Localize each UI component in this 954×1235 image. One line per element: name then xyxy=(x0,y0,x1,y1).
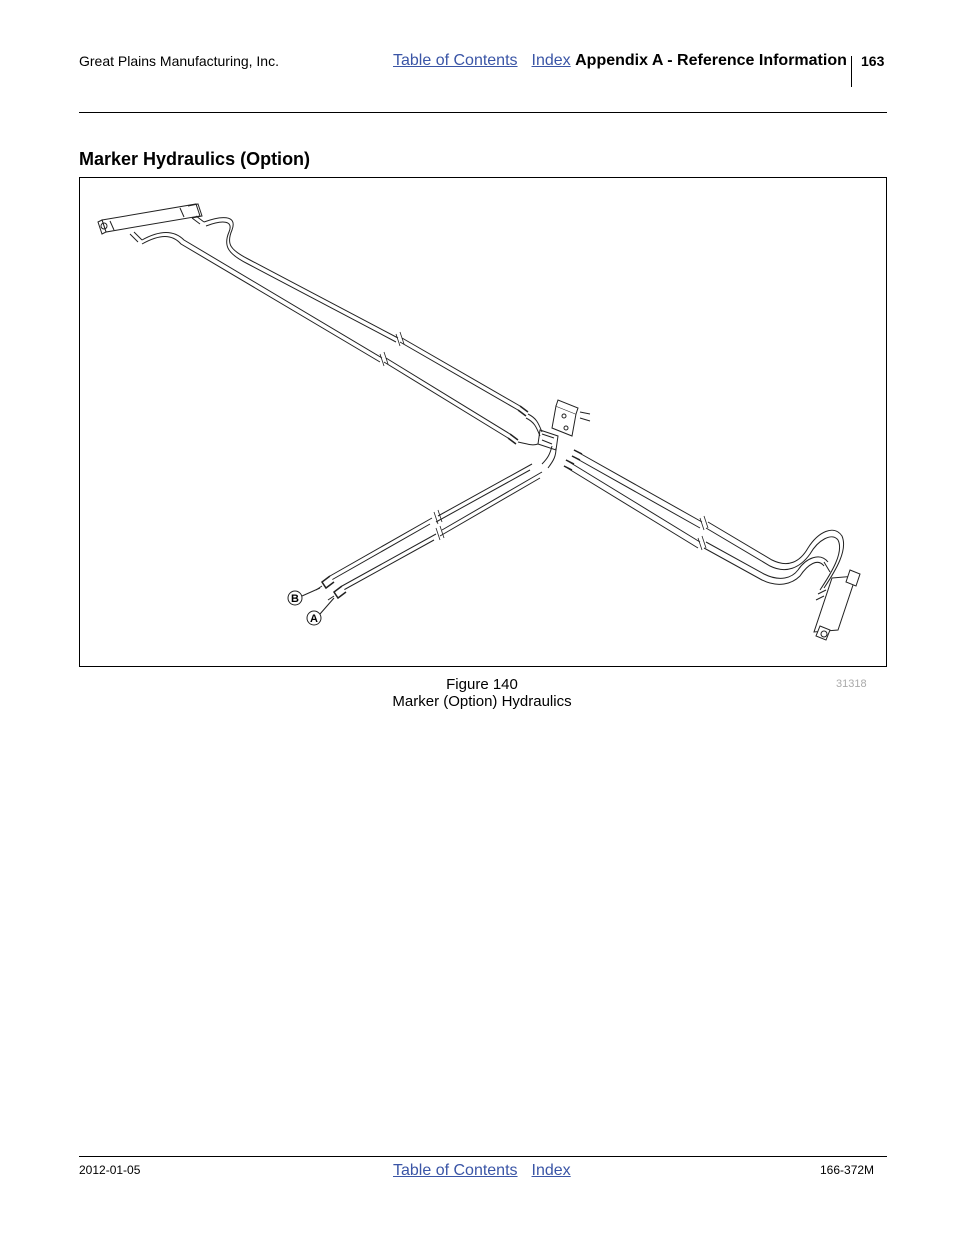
figure-caption: Marker (Option) Hydraulics xyxy=(392,693,572,710)
footer-rule xyxy=(79,1156,887,1157)
toc-link-bottom[interactable]: Table of Contents xyxy=(393,1162,518,1179)
index-link-bottom[interactable]: Index xyxy=(531,1162,571,1179)
header-rule xyxy=(79,112,887,113)
callout-a-label: A xyxy=(310,613,318,625)
footer-date: 2012-01-05 xyxy=(79,1163,141,1177)
callout-b xyxy=(288,591,302,605)
hydraulic-diagram xyxy=(80,178,886,666)
figure-number: Figure 140 xyxy=(446,676,518,693)
callout-a xyxy=(307,611,321,625)
right-marker-cylinder xyxy=(814,562,860,640)
valve-bracket xyxy=(518,400,590,468)
section-title: Appendix A - Reference Information xyxy=(575,52,847,69)
figure-image-id: 31318 xyxy=(836,678,867,690)
callout-b-label: B xyxy=(291,593,299,605)
document-number: 166-372M xyxy=(820,1163,875,1177)
page-heading: Marker Hydraulics (Option) xyxy=(79,149,311,169)
index-link-top[interactable]: Index xyxy=(531,52,571,69)
figure-frame xyxy=(79,177,887,667)
page-number: 163 xyxy=(861,53,885,69)
left-marker-cylinder xyxy=(98,204,202,234)
header-divider xyxy=(851,56,852,87)
toc-link-top[interactable]: Table of Contents xyxy=(393,52,518,69)
header-nav xyxy=(393,52,847,70)
company-name: Great Plains Manufacturing, Inc. xyxy=(79,53,279,69)
footer-nav xyxy=(393,1162,571,1180)
